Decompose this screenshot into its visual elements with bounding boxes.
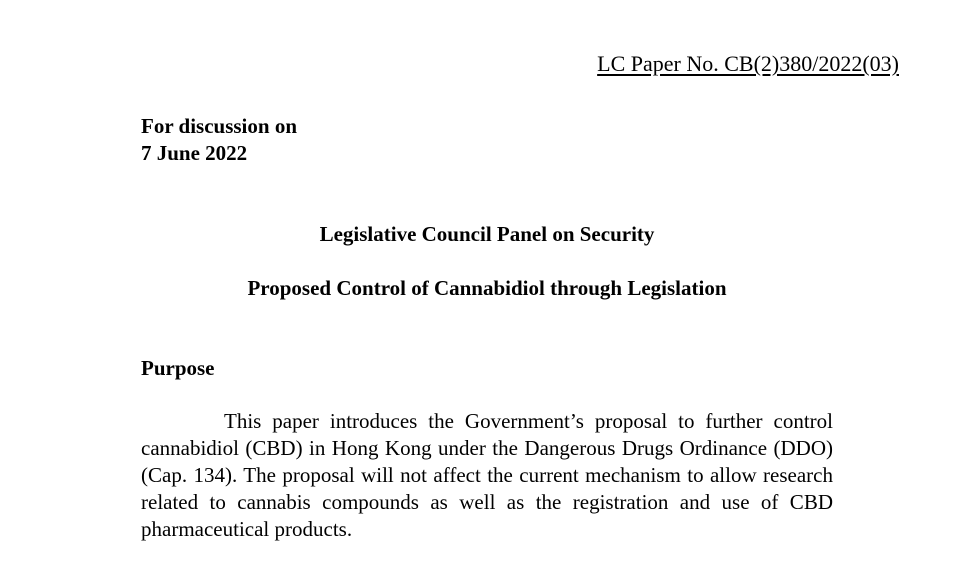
purpose-paragraph: This paper introduces the Government’s proposal to further control cannabidiol (CBD) in Hong Kong under the Dangerous Drugs Ordinance (DDO) (Cap. 134). The proposal will not affect the current mechanism to allow research related to cannabis compounds as well as the registration and use of CBD pharmaceutical products. — [141, 409, 833, 541]
discussion-date: 7 June 2022 — [141, 141, 248, 165]
paper-subject-title: Proposed Control of Cannabidiol through Legislation — [247, 276, 727, 300]
discussion-label: For discussion on — [141, 114, 297, 138]
panel-title: Legislative Council Panel on Security — [319, 222, 655, 246]
purpose-heading: Purpose — [141, 356, 215, 380]
paper-number: LC Paper No. CB(2)380/2022(03) — [597, 51, 899, 76]
discussion-date-block — [141, 113, 297, 167]
